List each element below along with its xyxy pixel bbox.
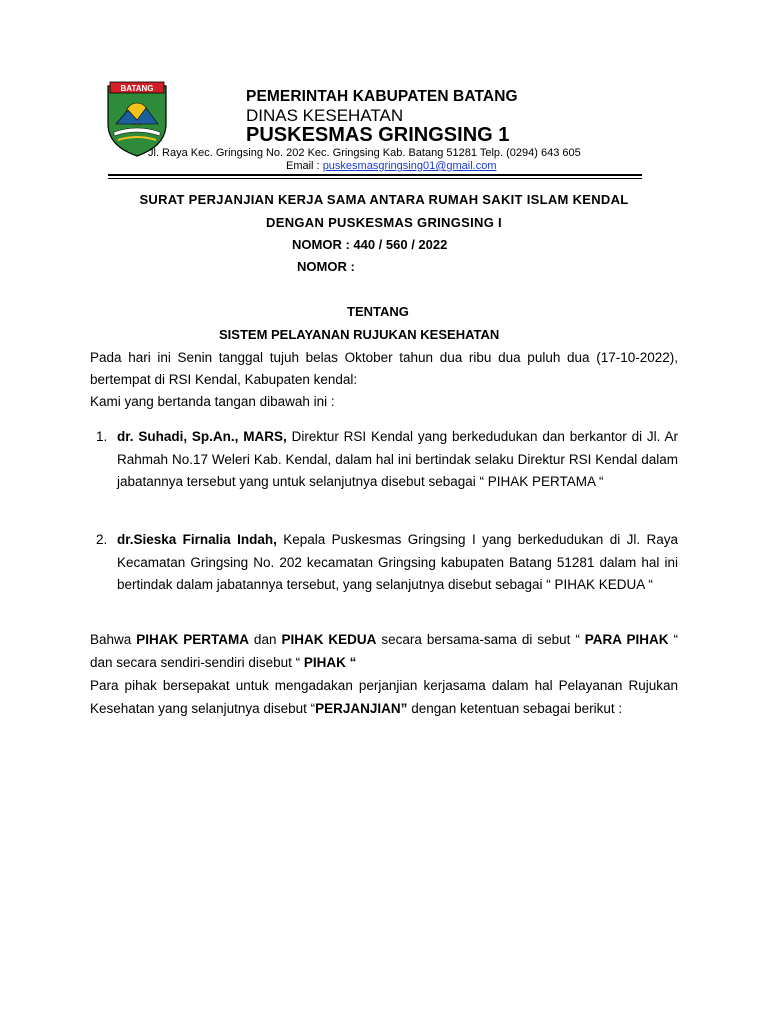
party-one-text <box>117 426 678 494</box>
list-number: 2. <box>96 532 108 547</box>
bold-run: PARA PIHAK <box>584 632 669 647</box>
letterhead-institution: PUSKESMAS GRINGSING 1 <box>246 124 510 146</box>
list-number: 1. <box>96 429 108 444</box>
agreement-paragraph <box>90 675 678 720</box>
email-link[interactable]: puskesmasgringsing01@gmail.com <box>322 160 497 172</box>
logo-label: BATANG <box>120 84 154 93</box>
document-tentang: TENTANG <box>347 304 409 319</box>
text-run: secara bersama-sama di sebut “ <box>376 632 585 647</box>
party-two-description: Kepala Puskesmas Gringsing I yang berkedudukan di Jl. Raya Kecamatan Gringsing No. 202 kecamatan Gringsing kabupaten Batang 51281 dalam hal ini bertindak dalam jabatannya tersebut, yang selanjutnya disebut sebagai “ PIHAK KEDUA “ <box>117 532 678 592</box>
letterhead-department: DINAS KESEHATAN <box>246 106 404 125</box>
party-two-text <box>117 529 678 597</box>
bold-run: PIHAK PERTAMA <box>136 632 249 647</box>
text-run: Bahwa <box>90 632 137 647</box>
bold-run: PIHAK “ <box>303 654 357 670</box>
document-subject: SISTEM PELAYANAN RUJUKAN KESEHATAN <box>219 327 500 342</box>
document-number: NOMOR : 440 / 560 / 2022 <box>292 237 448 252</box>
party-one-name: dr. Suhadi, Sp.An., MARS, <box>117 429 287 444</box>
email-label: Email : <box>286 160 323 172</box>
bold-run: PERJANJIAN” <box>315 700 408 716</box>
letterhead-government: PEMERINTAH KABUPATEN BATANG <box>246 88 518 105</box>
intro-paragraph <box>90 347 678 413</box>
intro-signatories-text: Kami yang bertanda tangan dibawah ini : <box>90 394 335 409</box>
text-run: dan <box>248 632 282 647</box>
letterhead-divider-thin <box>108 178 642 179</box>
bold-run: PIHAK KEDUA <box>281 632 377 647</box>
intro-date-text: Pada hari ini Senin tanggal tujuh belas Oktober tahun dua ribu dua puluh dua (17-10-2022), bertempat di RSI Kendal, Kabupaten kendal: <box>90 350 678 387</box>
document-title-line2: DENGAN PUSKESMAS GRINGSING I <box>266 215 502 230</box>
letterhead-address: Jl. Raya Kec. Gringsing No. 202 Kec. Gringsing Kab. Batang 51281 Telp. (0294) 643 605 <box>148 147 581 159</box>
document-number-blank: NOMOR : <box>297 259 355 274</box>
party-two-name: dr.Sieska Firnalia Indah, <box>117 532 277 547</box>
text-run: Para pihak bersepakat untuk mengadakan perjanjian kerjasama dalam hal Pelayanan Rujukan Kesehatan yang selanjutnya disebut “ <box>90 678 678 716</box>
document-title-line1: SURAT PERJANJIAN KERJA SAMA ANTARA RUMAH SAKIT ISLAM KENDAL <box>139 192 629 207</box>
letterhead-divider-thick <box>108 174 642 176</box>
parties-definition-paragraph <box>90 629 678 674</box>
party-one-description: Direktur RSI Kendal yang berkedudukan dan berkantor di Jl. Ar Rahmah No.17 Weleri Kab. Kendal, dalam hal ini bertindak selaku Direktur RSI Kendal dalam jabatannya tersebut yang untuk selanjutnya disebut sebagai “ PIHAK PERTAMA “ <box>117 429 678 489</box>
text-run: dengan ketentuan sebagai berikut : <box>407 700 623 716</box>
text-run: “ dan secara sendiri-sendiri disebut “ <box>90 632 678 670</box>
letterhead-email-line <box>286 160 497 172</box>
